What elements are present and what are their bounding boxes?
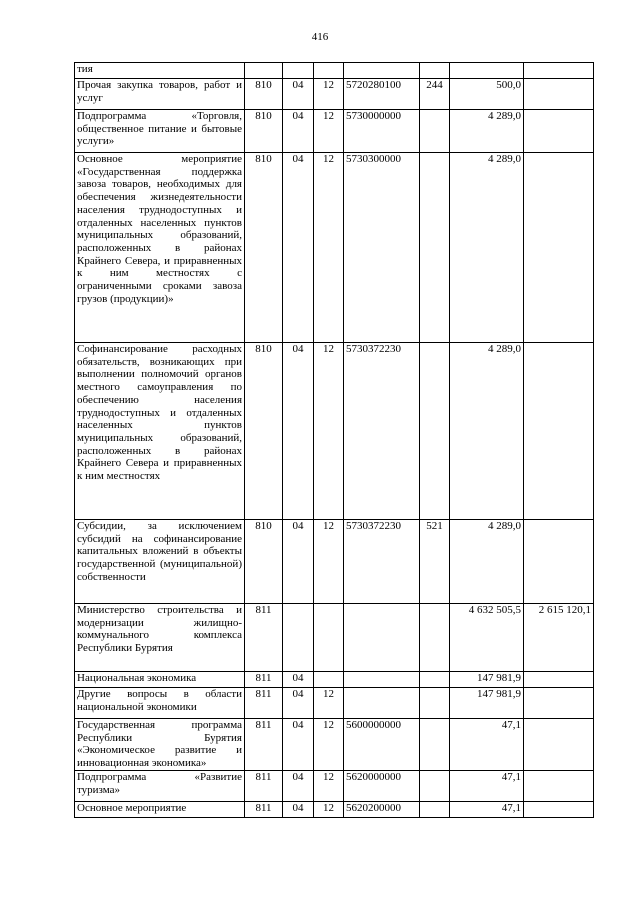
- cell-amount-1: 500,0: [450, 79, 524, 110]
- cell-grbs: 811: [245, 801, 283, 817]
- cell-section: [283, 63, 314, 79]
- cell-expense-type: [420, 110, 450, 153]
- cell-grbs: 810: [245, 343, 283, 520]
- table-row: [75, 719, 594, 771]
- cell-amount-1: 47,1: [450, 719, 524, 771]
- cell-target-article: [344, 672, 420, 688]
- cell-subsection: 12: [314, 110, 344, 153]
- cell-subsection: 12: [314, 688, 344, 719]
- cell-amount-1: 4 289,0: [450, 520, 524, 604]
- cell-expense-type: [420, 63, 450, 79]
- cell-amount-2: [524, 79, 594, 110]
- cell-name: Основное мероприятие: [75, 801, 245, 817]
- budget-table: [74, 62, 594, 818]
- table-row: [75, 520, 594, 604]
- page-number: 416: [311, 31, 329, 43]
- cell-grbs: 811: [245, 672, 283, 688]
- cell-amount-2: 2 615 120,1: [524, 604, 594, 672]
- cell-grbs: 811: [245, 770, 283, 801]
- cell-amount-2: [524, 770, 594, 801]
- cell-section: 04: [283, 672, 314, 688]
- cell-name: Другие вопросы в области национальной экономики: [75, 688, 245, 719]
- cell-subsection: 12: [314, 719, 344, 771]
- cell-amount-2: [524, 801, 594, 817]
- cell-amount-2: [524, 343, 594, 520]
- cell-subsection: [314, 672, 344, 688]
- cell-target-article: 5620000000: [344, 770, 420, 801]
- cell-target-article: [344, 688, 420, 719]
- cell-subsection: 12: [314, 770, 344, 801]
- cell-target-article: 5720280100: [344, 79, 420, 110]
- cell-amount-2: [524, 672, 594, 688]
- cell-subsection: [314, 63, 344, 79]
- cell-amount-1: 4 289,0: [450, 110, 524, 153]
- cell-amount-2: [524, 110, 594, 153]
- table-row: [75, 153, 594, 343]
- cell-expense-type: [420, 604, 450, 672]
- table-row: [75, 110, 594, 153]
- table-row: [75, 79, 594, 110]
- cell-section: 04: [283, 79, 314, 110]
- cell-name: Субсидии, за исключением субсидий на софинансирование капитальных вложений в объекты государственной (муниципальной) собственности: [75, 520, 245, 604]
- cell-amount-1: 47,1: [450, 801, 524, 817]
- cell-section: [283, 604, 314, 672]
- table-row: [75, 688, 594, 719]
- cell-name: Софинансирование расходных обязательств, возникающих при выполнении полномочий органов местного самоуправления по обеспечению населения труднодоступных и отдаленных населенных пунктов муниципальных образований, расположенных в районах Крайнего Севера и приравненных к ним местностях: [75, 343, 245, 520]
- table-row: [75, 343, 594, 520]
- cell-amount-1: 147 981,9: [450, 688, 524, 719]
- table-row: [75, 604, 594, 672]
- cell-amount-1: 4 632 505,5: [450, 604, 524, 672]
- cell-subsection: 12: [314, 79, 344, 110]
- cell-name: тия: [75, 63, 245, 79]
- cell-expense-type: 244: [420, 79, 450, 110]
- cell-name: Прочая закупка товаров, работ и услуг: [75, 79, 245, 110]
- cell-section: 04: [283, 153, 314, 343]
- cell-expense-type: [420, 153, 450, 343]
- table-row: [75, 63, 594, 79]
- cell-amount-2: [524, 688, 594, 719]
- cell-expense-type: [420, 688, 450, 719]
- cell-grbs: 811: [245, 688, 283, 719]
- cell-amount-1: 4 289,0: [450, 153, 524, 343]
- table-row: [75, 770, 594, 801]
- cell-section: 04: [283, 688, 314, 719]
- cell-subsection: [314, 604, 344, 672]
- cell-grbs: 811: [245, 719, 283, 771]
- cell-amount-2: [524, 63, 594, 79]
- cell-section: 04: [283, 801, 314, 817]
- cell-section: 04: [283, 520, 314, 604]
- cell-amount-2: [524, 153, 594, 343]
- cell-grbs: 811: [245, 604, 283, 672]
- cell-name: Национальная экономика: [75, 672, 245, 688]
- table-body: [75, 63, 594, 818]
- cell-target-article: 5730372230: [344, 520, 420, 604]
- cell-grbs: [245, 63, 283, 79]
- cell-subsection: 12: [314, 520, 344, 604]
- cell-name: Основное мероприятие «Государственная поддержка завоза товаров, необходимых для обеспечения жизнедеятельности населения труднодоступных и отдаленных населенных пунктов муниципальных образований, расположенных в районах Крайнего Севера, и приравненных к ним местностях с ограниченными сроками завоза грузов (продукции)»: [75, 153, 245, 343]
- cell-subsection: 12: [314, 801, 344, 817]
- cell-target-article: 5730372230: [344, 343, 420, 520]
- cell-target-article: 5730300000: [344, 153, 420, 343]
- table-row: [75, 801, 594, 817]
- cell-target-article: 5730000000: [344, 110, 420, 153]
- cell-target-article: [344, 63, 420, 79]
- cell-name: Подпрограмма «Торговля, общественное питание и бытовые услуги»: [75, 110, 245, 153]
- cell-grbs: 810: [245, 110, 283, 153]
- cell-expense-type: [420, 719, 450, 771]
- cell-subsection: 12: [314, 153, 344, 343]
- cell-grbs: 810: [245, 153, 283, 343]
- cell-grbs: 810: [245, 520, 283, 604]
- cell-name: Подпрограмма «Развитие туризма»: [75, 770, 245, 801]
- cell-amount-1: 147 981,9: [450, 672, 524, 688]
- cell-amount-1: [450, 63, 524, 79]
- table-row: [75, 672, 594, 688]
- cell-section: 04: [283, 719, 314, 771]
- cell-expense-type: [420, 801, 450, 817]
- cell-name: Министерство строительства и модернизации жилищно-коммунального комплекса Республики Бурятия: [75, 604, 245, 672]
- cell-section: 04: [283, 770, 314, 801]
- cell-name: Государственная программа Республики Бурятия «Экономическое развитие и инновационная экономика»: [75, 719, 245, 771]
- cell-target-article: [344, 604, 420, 672]
- cell-amount-2: [524, 520, 594, 604]
- cell-grbs: 810: [245, 79, 283, 110]
- cell-expense-type: [420, 770, 450, 801]
- cell-expense-type: [420, 343, 450, 520]
- cell-subsection: 12: [314, 343, 344, 520]
- cell-section: 04: [283, 110, 314, 153]
- cell-expense-type: 521: [420, 520, 450, 604]
- cell-target-article: 5600000000: [344, 719, 420, 771]
- cell-expense-type: [420, 672, 450, 688]
- cell-amount-1: 47,1: [450, 770, 524, 801]
- cell-section: 04: [283, 343, 314, 520]
- cell-amount-2: [524, 719, 594, 771]
- cell-amount-1: 4 289,0: [450, 343, 524, 520]
- cell-target-article: 5620200000: [344, 801, 420, 817]
